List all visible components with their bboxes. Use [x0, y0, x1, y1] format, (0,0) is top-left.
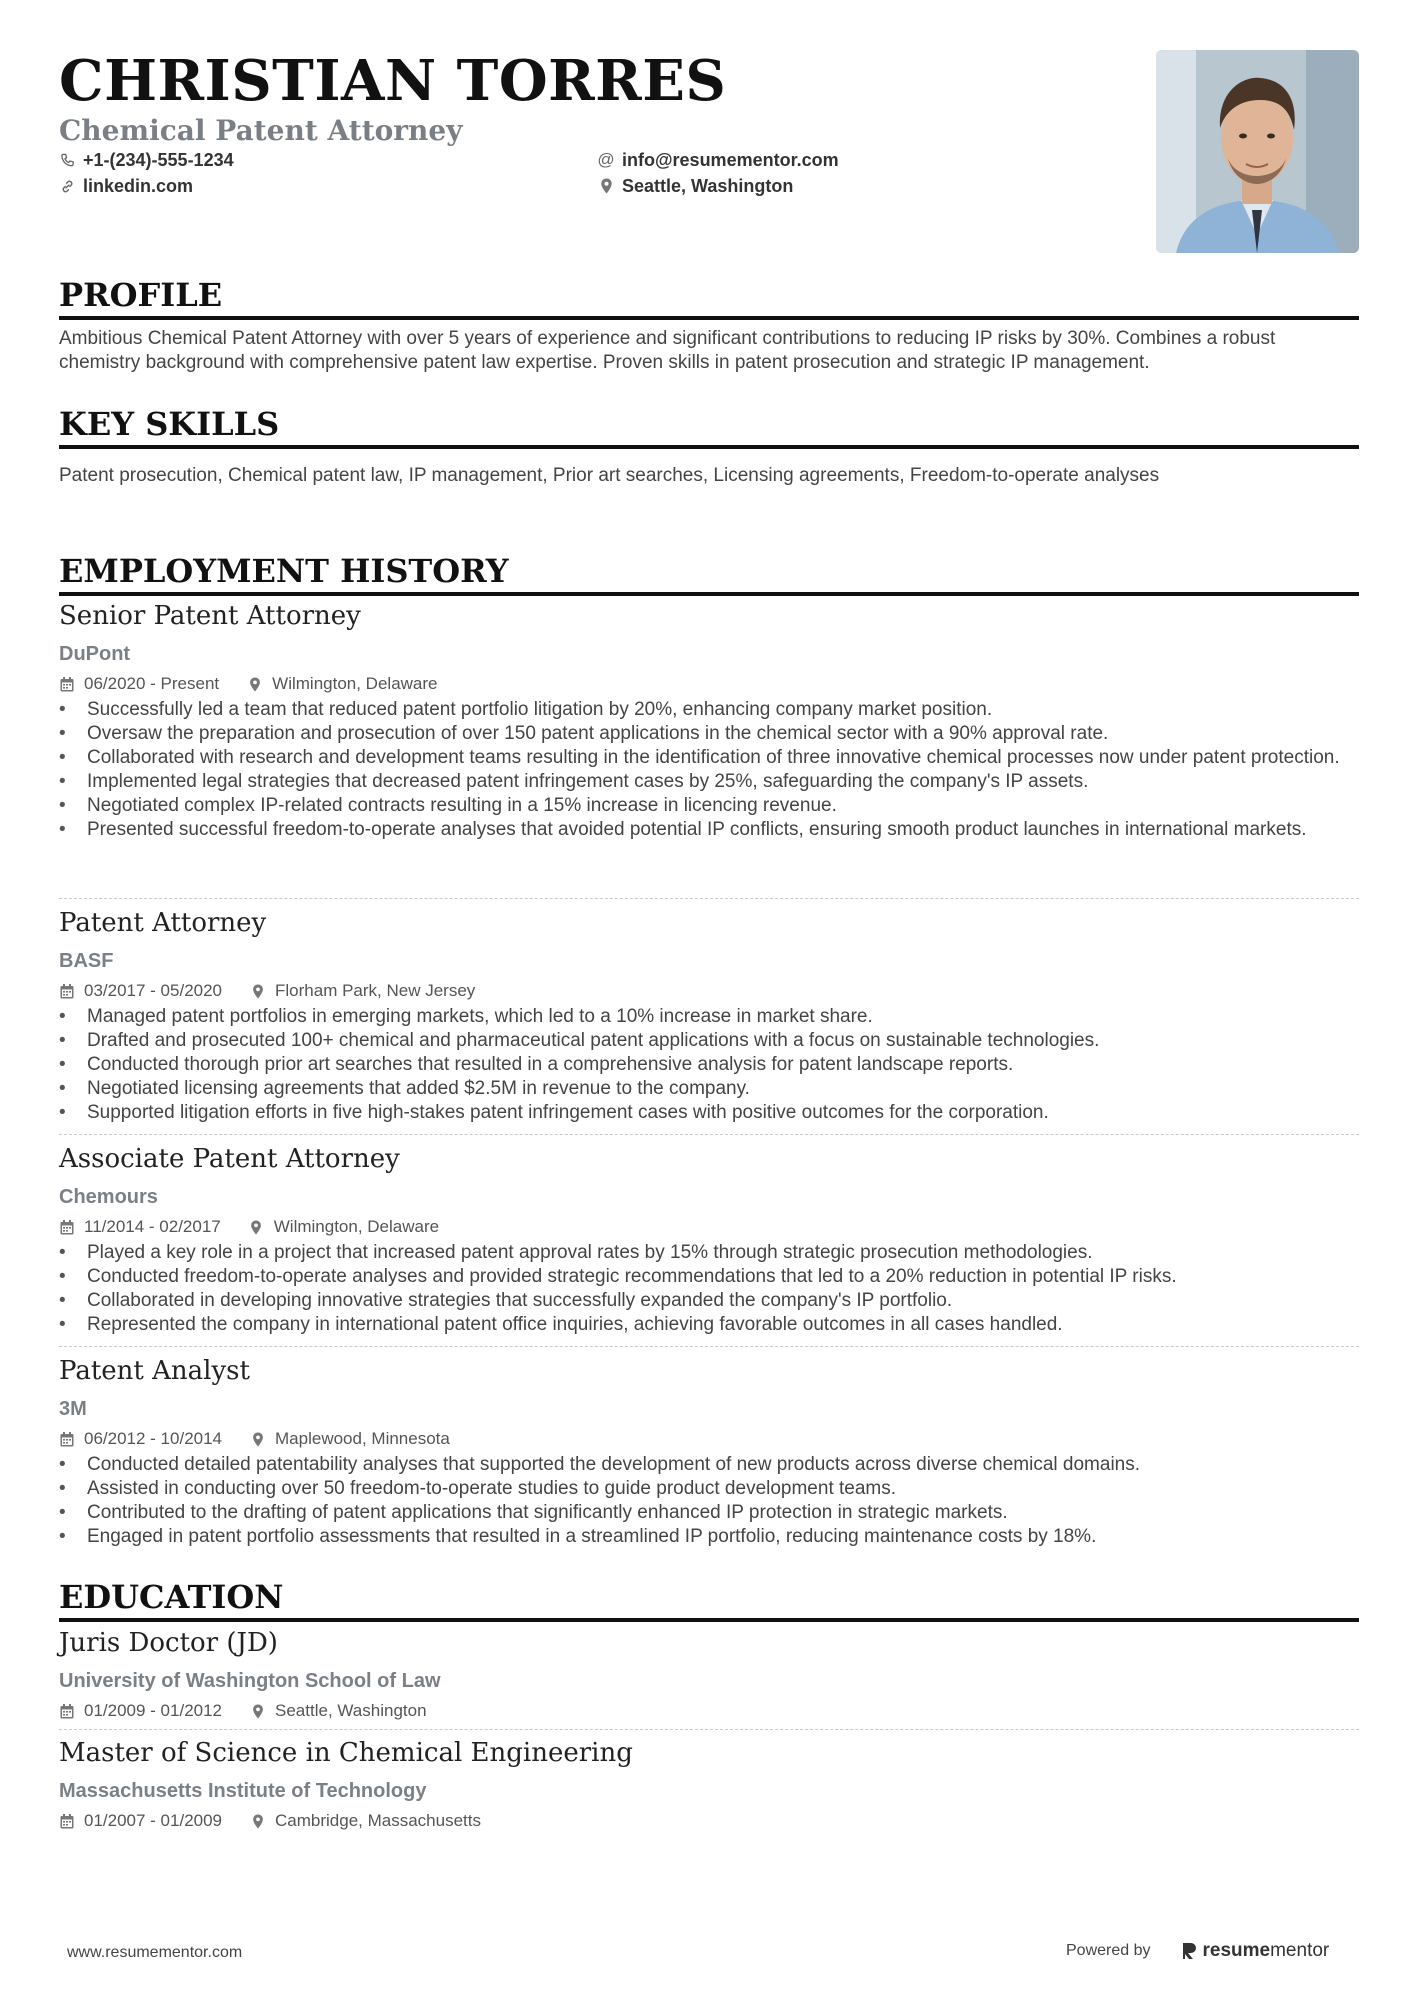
list-item: • Successfully led a team that reduced patent portfolio litigation by 20%, enhancing company market position. — [59, 698, 1359, 722]
list-item: • Managed patent portfolios in emerging markets, which led to a 10% increase in market share. — [59, 1005, 1359, 1029]
job-meta — [59, 980, 475, 1002]
degree-title: Juris Doctor (JD) — [59, 1628, 278, 1658]
education-dates: 01/2009 - 01/2012 — [84, 1701, 223, 1720]
brand-name-part1: resume — [1202, 1940, 1271, 1961]
calendar-icon — [59, 1220, 74, 1235]
contact-location — [598, 174, 793, 198]
list-item: • Drafted and prosecuted 100+ chemical and pharmaceutical patent applications with a focus on sustainable technologies. — [59, 1029, 1359, 1053]
linkedin-text: linkedin.com — [83, 175, 194, 196]
list-item: • Negotiated complex IP-related contracts resulting in a 15% increase in licencing revenue. — [59, 794, 1359, 818]
job-title: Patent Analyst — [59, 1356, 250, 1386]
location-text: Seattle, Washington — [622, 175, 794, 196]
link-icon — [59, 178, 75, 194]
section-title-employment: EMPLOYMENT HISTORY — [59, 552, 1359, 596]
phone-icon — [59, 152, 75, 168]
contact-linkedin[interactable] — [59, 174, 193, 198]
skills-list: Patent prosecution, Chemical patent law, IP management, Prior art searches, Licensing agreements, Freedom-to-operate analyses — [59, 465, 1160, 486]
brand-mark-icon — [1181, 1941, 1197, 1961]
job-dates: 06/2012 - 10/2014 — [84, 1429, 223, 1448]
section-title-education: EDUCATION — [59, 1578, 1359, 1622]
education-divider — [59, 1729, 1359, 1730]
list-item: • Supported litigation efforts in five high-stakes patent infringement cases with positive outcomes for the corporation. — [59, 1101, 1359, 1125]
calendar-icon — [59, 1704, 74, 1719]
job-meta — [59, 1216, 439, 1238]
list-item: • Represented the company in international patent office inquiries, achieving favorable outcomes in all cases handled. — [59, 1313, 1359, 1337]
list-item: • Conducted freedom-to-operate analyses and provided strategic recommendations that led to a 20% reduction in potential IP risks. — [59, 1265, 1359, 1289]
footer-website-link[interactable]: www.resumementor.com — [67, 1944, 243, 1961]
job-divider — [59, 1134, 1359, 1135]
list-item: • Collaborated in developing innovative strategies that successfully expanded the company's IP portfolio. — [59, 1289, 1359, 1313]
list-item: • Contributed to the drafting of patent applications that significantly enhanced IP protection in strategic markets. — [59, 1501, 1359, 1525]
brand-logo[interactable] — [1181, 1940, 1330, 1962]
at-icon: @ — [597, 150, 615, 169]
contact-phone — [59, 148, 234, 172]
job-bullets — [59, 1005, 1359, 1125]
job-location: Maplewood, Minnesota — [275, 1429, 450, 1448]
job-title: Senior Patent Attorney — [59, 601, 361, 631]
job-dates: 11/2014 - 02/2017 — [84, 1217, 221, 1236]
list-item: • Oversaw the preparation and prosecution of over 150 patent applications in the chemical sector with a 90% approval rate. — [59, 722, 1359, 746]
location-pin-icon — [250, 984, 265, 999]
calendar-icon — [59, 1432, 74, 1447]
location-pin-icon — [250, 1432, 265, 1447]
job-dates: 03/2017 - 05/2020 — [84, 981, 223, 1000]
location-pin-icon — [250, 1814, 265, 1829]
job-divider — [59, 1346, 1359, 1347]
location-pin-icon — [250, 1704, 265, 1719]
job-location: Florham Park, New Jersey — [275, 981, 476, 1000]
section-title-profile: PROFILE — [59, 276, 1359, 320]
list-item: • Collaborated with research and development teams resulting in the identification of three innovative chemical processes now under patent protection. — [59, 746, 1359, 770]
email-text: info@resumementor.com — [622, 149, 839, 170]
school-name: Massachusetts Institute of Technology — [59, 1780, 427, 1802]
school-name: University of Washington School of Law — [59, 1670, 441, 1692]
job-company: BASF — [59, 950, 114, 972]
profile-photo — [1156, 50, 1359, 253]
list-item: • Negotiated licensing agreements that added $2.5M in revenue to the company. — [59, 1077, 1359, 1101]
calendar-icon — [59, 1814, 74, 1829]
contact-email[interactable] — [598, 148, 839, 172]
job-dates: 06/2020 - Present — [84, 674, 220, 693]
job-title: Associate Patent Attorney — [59, 1144, 400, 1174]
list-item: • Conducted thorough prior art searches that resulted in a comprehensive analysis for patent landscape reports. — [59, 1053, 1359, 1077]
list-item: • Engaged in patent portfolio assessments that resulted in a streamlined IP portfolio, reducing maintenance costs by 18%. — [59, 1525, 1359, 1549]
list-item: • Conducted detailed patentability analyses that supported the development of new products across diverse chemical domains. — [59, 1453, 1359, 1477]
job-company: Chemours — [59, 1186, 158, 1208]
list-item: • Presented successful freedom-to-operate analyses that avoided potential IP conflicts, ensuring smooth product launches in international markets. — [59, 818, 1359, 842]
job-divider — [59, 898, 1359, 899]
list-item: • Played a key role in a project that increased patent approval rates by 15% through strategic prosecution methodologies. — [59, 1241, 1359, 1265]
job-location: Wilmington, Delaware — [272, 674, 438, 693]
location-pin-icon — [249, 1220, 264, 1235]
location-pin-icon — [247, 677, 262, 692]
list-item: • Implemented legal strategies that decreased patent infringement cases by 25%, safeguarding the company's IP assets. — [59, 770, 1359, 794]
job-company: 3M — [59, 1398, 87, 1420]
job-title: Patent Attorney — [59, 908, 267, 938]
education-dates: 01/2007 - 01/2009 — [84, 1811, 223, 1830]
list-item: • Assisted in conducting over 50 freedom-to-operate studies to guide product development teams. — [59, 1477, 1359, 1501]
education-meta — [59, 1700, 427, 1722]
job-location: Wilmington, Delaware — [273, 1217, 440, 1236]
education-location: Cambridge, Massachusetts — [275, 1811, 481, 1830]
powered-by-label: Powered by — [1066, 1942, 1151, 1959]
job-meta — [59, 673, 438, 695]
location-pin-icon — [598, 178, 614, 194]
footer-powered-by — [1066, 1940, 1329, 1962]
degree-title: Master of Science in Chemical Engineering — [59, 1738, 633, 1768]
job-meta — [59, 1428, 450, 1450]
education-location: Seattle, Washington — [275, 1701, 427, 1720]
job-company: DuPont — [59, 643, 131, 665]
job-bullets — [59, 698, 1359, 842]
candidate-role: Chemical Patent Attorney — [59, 114, 463, 147]
phone-text: +1-(234)-555-1234 — [83, 149, 234, 170]
calendar-icon — [59, 677, 74, 692]
candidate-name: CHRISTIAN TORRES — [59, 48, 727, 114]
profile-summary: Ambitious Chemical Patent Attorney with over 5 years of experience and significant contributions to reducing IP risks by 30%. Combines a robust chemistry background with comprehensive patent law expertise. Proven skills in patent prosecution and strategic IP management. — [59, 328, 1276, 373]
education-meta — [59, 1810, 481, 1832]
job-bullets — [59, 1241, 1359, 1337]
job-bullets — [59, 1453, 1359, 1549]
calendar-icon — [59, 984, 74, 999]
section-title-key-skills: KEY SKILLS — [59, 405, 1359, 449]
brand-name-part2: mentor — [1270, 1940, 1330, 1961]
